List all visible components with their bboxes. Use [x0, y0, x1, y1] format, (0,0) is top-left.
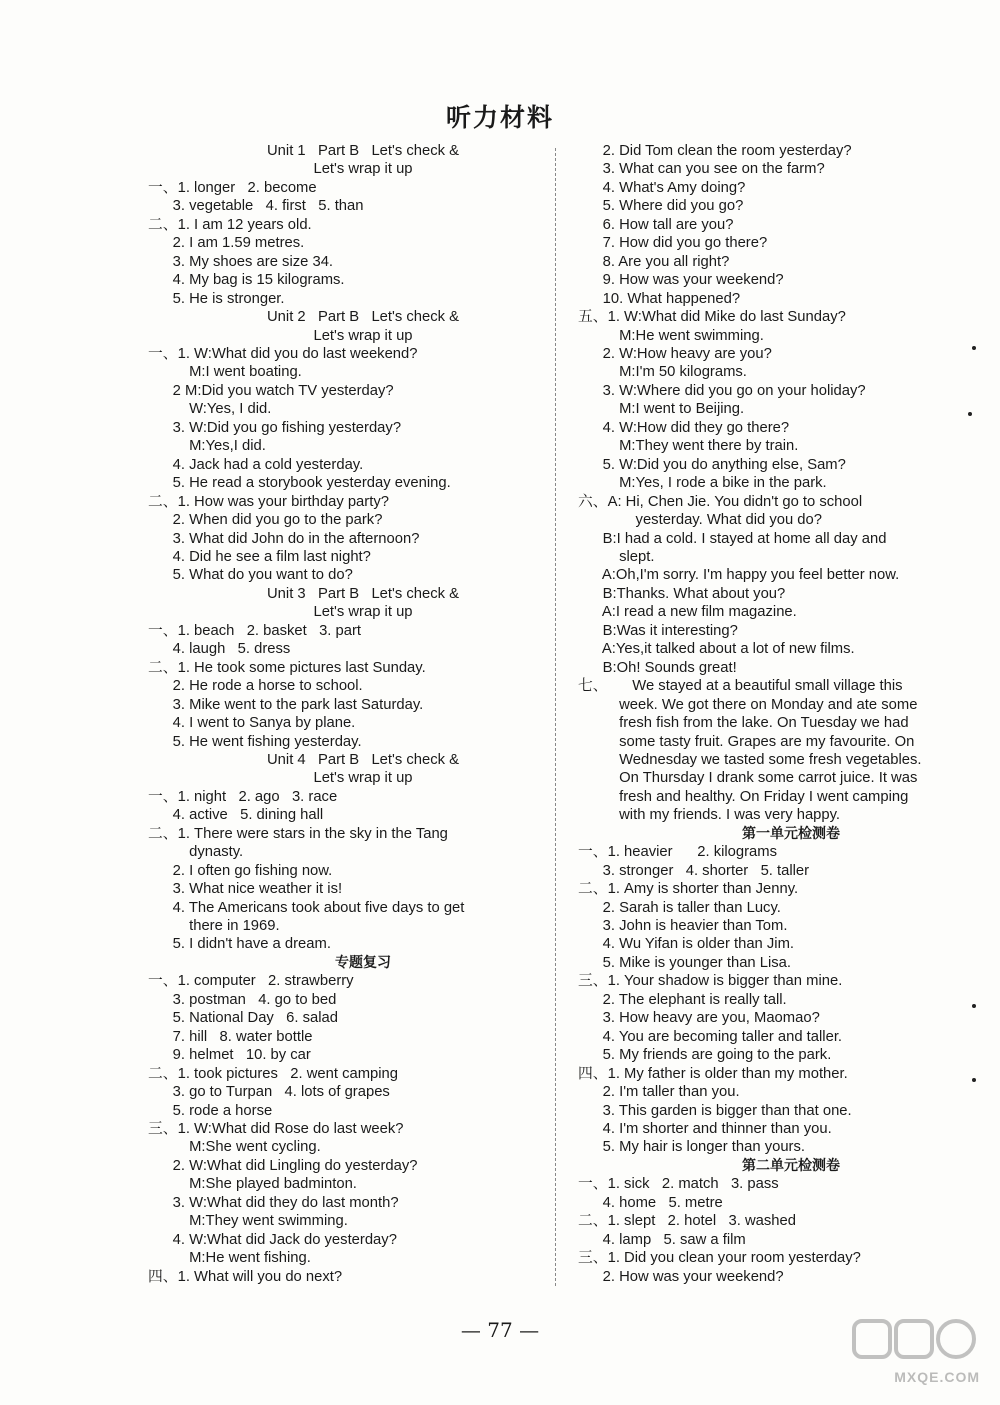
text-line: dynasty.: [148, 844, 244, 861]
left-column: [148, 142, 534, 1286]
section-heading: Unit 3 Part B Let's check &: [267, 585, 459, 602]
text-line: 五、1. W:What did Mike do last Sunday?: [578, 309, 846, 326]
text-line: 5. rode a horse: [148, 1102, 273, 1119]
text-line: 5. W:Did you do anything else, Sam?: [578, 456, 846, 473]
section-heading: Let's wrap it up: [313, 327, 413, 344]
text-line: 3. stronger 4. shorter 5. taller: [578, 862, 810, 879]
text-line: 二、1. I am 12 years old.: [148, 216, 312, 233]
text-line: A:I read a new film magazine.: [578, 604, 797, 621]
text-line: 4. I'm shorter and thinner than you.: [578, 1121, 832, 1138]
text-line: 3. vegetable 4. first 5. than: [148, 198, 364, 215]
text-line: 4. What's Amy doing?: [578, 179, 746, 196]
text-line: M:She went cycling.: [148, 1139, 321, 1156]
text-line: 4. Wu Yifan is older than Jim.: [578, 936, 795, 953]
text-line: 3. Mike went to the park last Saturday.: [148, 696, 424, 713]
text-line: 二、1. Amy is shorter than Jenny.: [578, 881, 799, 898]
text-line: M:He went swimming.: [578, 327, 764, 344]
text-line: 5. He went fishing yesterday.: [148, 733, 362, 750]
section-heading: 第一单元检测卷: [742, 825, 840, 842]
text-line: 3. How heavy are you, Maomao?: [578, 1010, 820, 1027]
text-line: 2. I am 1.59 metres.: [148, 235, 305, 252]
text-line: 二、1. There were stars in the sky in the Tang: [148, 825, 448, 842]
text-line: 六、A: Hi, Chen Jie. You didn't go to school: [578, 493, 863, 510]
text-line: 一、1. heavier 2. kilograms: [578, 844, 778, 861]
text-line: 3. What did John do in the afternoon?: [148, 530, 420, 547]
text-line: yesterday. What did you do?: [578, 512, 822, 529]
text-line: 4. laugh 5. dress: [148, 641, 291, 658]
text-line: 二、1. slept 2. hotel 3. washed: [578, 1213, 796, 1230]
scan-speck: [972, 346, 976, 350]
column-divider: [555, 148, 556, 1286]
text-line: M:She played badminton.: [148, 1176, 357, 1193]
section-heading: 专题复习: [335, 954, 391, 971]
text-line: 5. He is stronger.: [148, 290, 285, 307]
text-line: 四、1. My father is older than my mother.: [578, 1065, 848, 1082]
text-line: 6. How tall are you?: [578, 216, 734, 233]
text-line: 2. He rode a horse to school.: [148, 678, 363, 695]
text-line: 2. Did Tom clean the room yesterday?: [578, 143, 852, 159]
text-line: M:I'm 50 kilograms.: [578, 364, 747, 381]
section-heading: Let's wrap it up: [313, 770, 413, 787]
text-line: 一、1. longer 2. become: [148, 179, 317, 196]
text-line: On Thursday I drank some carrot juice. It was: [578, 770, 918, 787]
text-line: Wednesday we tasted some fresh vegetables.: [578, 751, 922, 768]
text-line: A:Oh,I'm sorry. I'm happy you feel better now.: [578, 567, 900, 584]
text-line: 二、1. He took some pictures last Sunday.: [148, 659, 426, 676]
text-line: 5. Mike is younger than Lisa.: [578, 954, 792, 971]
text-line: A:Yes,it talked about a lot of new films.: [578, 641, 855, 658]
page-title: 听力材料: [445, 103, 554, 132]
text-line: 5. I didn't have a dream.: [148, 936, 331, 953]
text-line: 5. He read a storybook yesterday evening.: [148, 475, 451, 492]
text-line: 四、1. What will you do next?: [148, 1268, 343, 1285]
section-heading: Let's wrap it up: [313, 161, 413, 178]
scan-speck: [972, 1078, 976, 1082]
watermark-text: MXQE.COM: [894, 1369, 980, 1385]
text-line: W:Yes, I did.: [148, 401, 272, 418]
text-line: 9. How was your weekend?: [578, 272, 784, 289]
text-line: 2. How was your weekend?: [578, 1268, 784, 1285]
text-line: 3. postman 4. go to bed: [148, 991, 337, 1008]
section-heading: 第二单元检测卷: [742, 1157, 840, 1174]
text-line: 3. What can you see on the farm?: [578, 161, 825, 178]
text-line: 2. I'm taller than you.: [578, 1084, 740, 1101]
text-line: M:They went there by train.: [578, 438, 799, 455]
text-line: 三、1. Your shadow is bigger than mine.: [578, 973, 843, 990]
text-line: 7. hill 8. water bottle: [148, 1028, 313, 1045]
scan-speck: [972, 1004, 976, 1008]
text-line: 3. My shoes are size 34.: [148, 253, 334, 270]
text-line: 4. lamp 5. saw a film: [578, 1231, 746, 1248]
text-line: 一、1. beach 2. basket 3. part: [148, 622, 362, 639]
text-line: 4. My bag is 15 kilograms.: [148, 272, 345, 289]
text-line: 一、1. W:What did you do last weekend?: [148, 345, 418, 362]
text-line: 2. When did you go to the park?: [148, 512, 383, 529]
text-line: 二、1. How was your birthday party?: [148, 493, 389, 510]
scan-speck: [968, 412, 972, 416]
section-heading: Unit 1 Part B Let's check &: [267, 143, 459, 159]
text-line: 2. W:How heavy are you?: [578, 345, 772, 362]
text-line: 七、 We stayed at a beautiful small village this: [578, 678, 903, 695]
text-line: 5. What do you want to do?: [148, 567, 353, 584]
text-line: M:Yes,I did.: [148, 438, 266, 455]
text-line: 10. What happened?: [578, 290, 741, 307]
text-line: 2. Sarah is taller than Lucy.: [578, 899, 781, 916]
text-line: 7. How did you go there?: [578, 235, 768, 252]
text-line: 2. I often go fishing now.: [148, 862, 333, 879]
text-line: B:Thanks. What about you?: [578, 585, 786, 602]
text-line: 4. Jack had a cold yesterday.: [148, 456, 364, 473]
text-line: 4. The Americans took about five days to get: [148, 899, 465, 916]
text-line: week. We got there on Monday and ate some: [578, 696, 918, 713]
text-line: 4. home 5. metre: [578, 1194, 723, 1211]
text-line: M:They went swimming.: [148, 1213, 348, 1230]
text-line: 4. W:How did they go there?: [578, 419, 790, 436]
text-line: 3. What nice weather it is!: [148, 881, 343, 898]
watermark-logo: [850, 1315, 980, 1385]
section-heading: Unit 2 Part B Let's check &: [267, 309, 459, 326]
text-line: 5. My hair is longer than yours.: [578, 1139, 805, 1156]
section-heading: Let's wrap it up: [313, 604, 413, 621]
text-line: slept.: [578, 548, 655, 565]
page-number: — 77 —: [460, 1318, 540, 1342]
watermark-icon: [850, 1315, 980, 1365]
text-line: 二、1. took pictures 2. went camping: [148, 1065, 399, 1082]
text-line: 3. W:What did they do last month?: [148, 1194, 399, 1211]
text-line: 8. Are you all right?: [578, 253, 730, 270]
text-line: 5. National Day 6. salad: [148, 1010, 338, 1027]
text-line: 2. The elephant is really tall.: [578, 991, 787, 1008]
text-line: B:Was it interesting?: [578, 622, 738, 639]
text-line: 一、1. computer 2. strawberry: [148, 973, 354, 990]
text-line: 4. active 5. dining hall: [148, 807, 324, 824]
text-line: fresh and healthy. On Friday I went camping: [578, 788, 909, 805]
text-line: 4. You are becoming taller and taller.: [578, 1028, 843, 1045]
text-line: B:I had a cold. I stayed at home all day and: [578, 530, 887, 547]
text-line: 3. W:Where did you go on your holiday?: [578, 382, 866, 399]
text-line: 三、1. Did you clean your room yesterday?: [578, 1250, 861, 1267]
text-line: some tasty fruit. Grapes are my favourite. On: [578, 733, 915, 750]
text-line: B:Oh! Sounds great!: [578, 659, 737, 676]
text-line: there in 1969.: [148, 918, 280, 935]
text-line: 2. W:What did Lingling do yesterday?: [148, 1157, 418, 1174]
text-line: 5. My friends are going to the park.: [578, 1047, 832, 1064]
text-line: 2 M:Did you watch TV yesterday?: [148, 382, 394, 399]
text-line: 4. I went to Sanya by plane.: [148, 715, 356, 732]
text-line: fresh fish from the lake. On Tuesday we had: [578, 715, 909, 732]
text-line: 9. helmet 10. by car: [148, 1047, 311, 1064]
text-line: 4. W:What did Jack do yesterday?: [148, 1231, 397, 1248]
text-line: 3. This garden is bigger than that one.: [578, 1102, 852, 1119]
text-line: M:He went fishing.: [148, 1250, 311, 1267]
text-line: 5. Where did you go?: [578, 198, 744, 215]
text-line: 一、1. sick 2. match 3. pass: [578, 1176, 779, 1193]
text-line: 三、1. W:What did Rose do last week?: [148, 1121, 404, 1138]
section-heading: Unit 4 Part B Let's check &: [267, 751, 459, 768]
text-line: 3. John is heavier than Tom.: [578, 918, 788, 935]
text-line: M:I went to Beijing.: [578, 401, 745, 418]
text-line: 3. go to Turpan 4. lots of grapes: [148, 1084, 390, 1101]
text-line: with my friends. I was very happy.: [578, 807, 841, 824]
text-line: 4. Did he see a film last night?: [148, 548, 371, 565]
text-line: M:Yes, I rode a bike in the park.: [578, 475, 827, 492]
text-line: 3. W:Did you go fishing yesterday?: [148, 419, 402, 436]
text-line: 一、1. night 2. ago 3. race: [148, 788, 338, 805]
text-line: M:I went boating.: [148, 364, 302, 381]
right-column: [578, 142, 960, 1286]
